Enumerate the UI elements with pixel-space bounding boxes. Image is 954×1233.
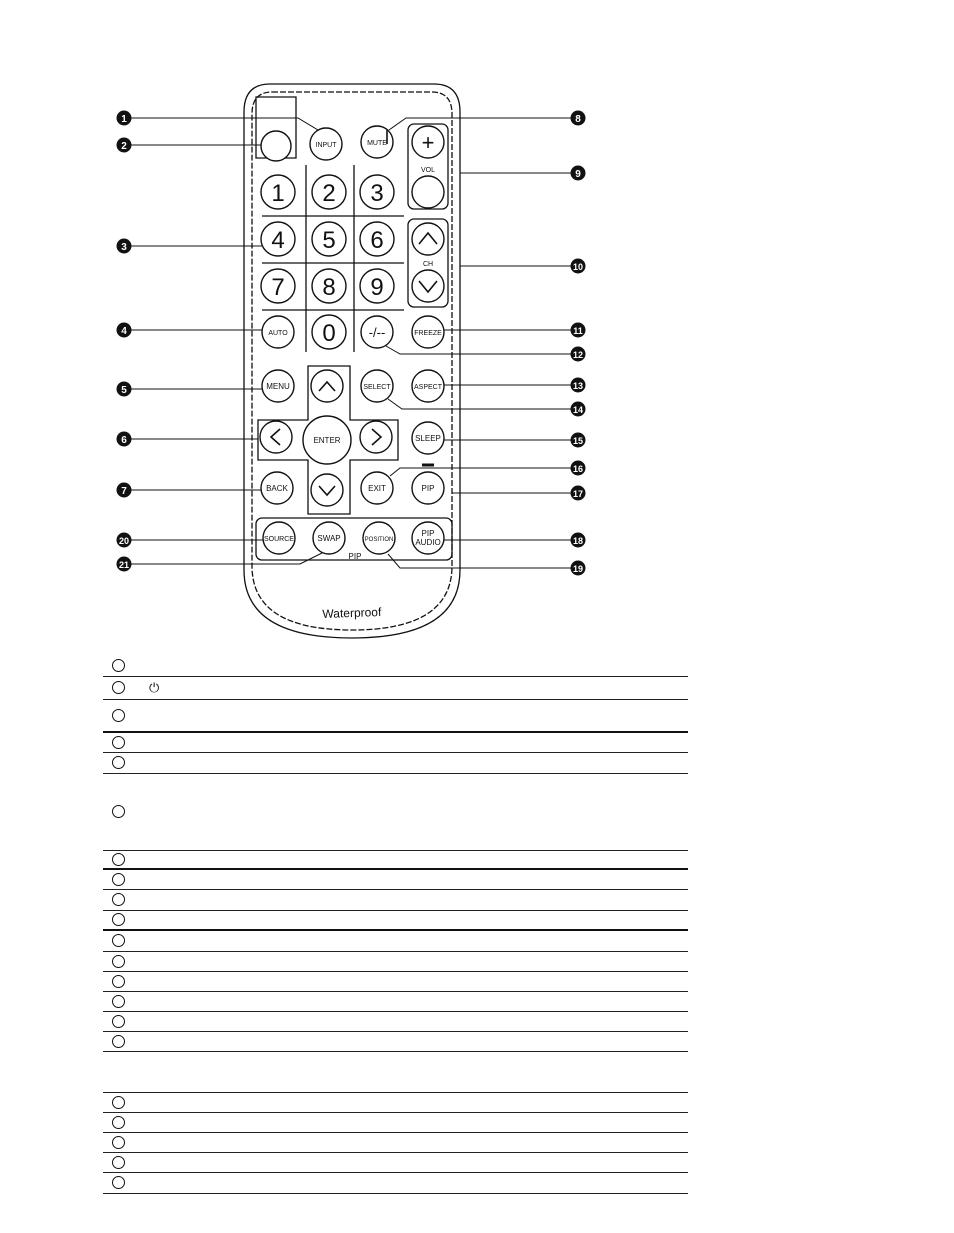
menu-label: MENU [266, 382, 290, 391]
row-circle-icon [112, 681, 125, 694]
callout-13 [571, 378, 586, 393]
svg-text:1: 1 [121, 114, 127, 125]
brand-logo-text: Waterproof [322, 604, 382, 622]
ch-down-button [412, 270, 444, 302]
table-row [103, 677, 688, 700]
leader-14 [388, 399, 578, 409]
auto-label: AUTO [268, 330, 288, 337]
svg-text:12: 12 [572, 350, 584, 360]
digit-7-label: 7 [271, 274, 285, 301]
callout-11 [571, 323, 586, 338]
svg-text:19: 19 [572, 564, 584, 574]
table-row [103, 1173, 688, 1194]
enter-label: ENTER [313, 436, 341, 445]
callouts-left [117, 111, 132, 572]
row-circle-icon [112, 934, 125, 947]
row-circle-icon [112, 756, 125, 769]
callout-16 [571, 461, 586, 476]
power-button [261, 131, 291, 161]
svg-text:17: 17 [572, 489, 584, 499]
vol-label: VOL [420, 167, 436, 174]
table-row [103, 700, 688, 733]
callout-15 [571, 433, 586, 448]
pip-group-label: PIP [348, 552, 362, 561]
table-row [103, 890, 688, 911]
row-circle-icon [112, 955, 125, 968]
row-circle-icon [112, 736, 125, 749]
dash-label: -/-- [368, 325, 386, 340]
mute-label: MUTE [367, 140, 387, 147]
row-circle-icon [112, 913, 125, 926]
sleep-label: SLEEP [415, 434, 441, 443]
callouts-right [571, 111, 586, 576]
row-circle-icon [112, 1116, 125, 1129]
table-row [103, 972, 688, 992]
svg-text:6: 6 [121, 435, 127, 446]
callout-14 [571, 402, 586, 417]
callout-5 [117, 382, 132, 397]
table-row [103, 851, 688, 870]
row-circle-icon [112, 805, 125, 818]
table-row [103, 870, 688, 890]
svg-text:7: 7 [121, 486, 127, 497]
digit-3-label: 3 [370, 180, 384, 207]
source-label: SOURCE [264, 536, 294, 543]
svg-text:8: 8 [575, 114, 581, 125]
leader-12 [386, 346, 578, 354]
svg-text:16: 16 [572, 464, 584, 474]
digit-6-label: 6 [370, 227, 384, 254]
svg-text:5: 5 [121, 385, 127, 396]
row-circle-icon [112, 995, 125, 1008]
table-row [103, 753, 688, 774]
callout-21 [117, 557, 132, 572]
table-row [103, 931, 688, 952]
row-circle-icon [112, 1096, 125, 1109]
callout-4 [117, 323, 132, 338]
row-circle-icon [112, 1015, 125, 1028]
table-row [103, 1113, 688, 1133]
svg-text:14: 14 [572, 405, 584, 415]
callout-1 [117, 111, 132, 126]
pip-label: PIP [421, 484, 435, 493]
row-circle-icon [112, 1176, 125, 1189]
digit-5-label: 5 [322, 227, 336, 254]
row-circle-icon [112, 893, 125, 906]
svg-text:3: 3 [121, 242, 127, 253]
table-row [103, 1153, 688, 1173]
table-row [103, 1032, 688, 1052]
input-label: INPUT [315, 142, 337, 149]
callout-18 [571, 533, 586, 548]
svg-text:2: 2 [121, 141, 127, 152]
svg-text:11: 11 [573, 326, 583, 336]
row-circle-icon [112, 853, 125, 866]
ch-up-button [412, 223, 444, 255]
digit-1-label: 1 [271, 180, 285, 207]
left-button [260, 421, 292, 453]
digit-8-label: 8 [322, 274, 336, 301]
aspect-label: ASPECT [413, 384, 443, 391]
pip-audio-label-line2: AUDIO [415, 538, 441, 547]
svg-text:15: 15 [572, 436, 584, 446]
callout-12 [571, 347, 586, 362]
row-circle-icon [112, 873, 125, 886]
table-row [103, 656, 688, 677]
callout-10 [571, 259, 586, 274]
ch-label: CH [422, 261, 434, 268]
row-circle-icon [112, 1156, 125, 1169]
leader-1 [124, 118, 318, 130]
power-icon: ⏻ [149, 680, 160, 695]
freeze-label: FREEZE [414, 330, 442, 337]
svg-text:18: 18 [572, 536, 584, 546]
vol-plus-label: + [421, 130, 435, 155]
svg-text:20: 20 [118, 536, 130, 546]
digit-0-label: 0 [322, 320, 336, 347]
digit-2-label: 2 [322, 180, 336, 207]
callout-17 [571, 486, 586, 501]
back-label: BACK [266, 484, 288, 493]
swap-label: SWAP [317, 534, 341, 543]
digit-9-label: 9 [370, 274, 384, 301]
callout-3 [117, 239, 132, 254]
down-button [311, 474, 343, 506]
callout-9 [571, 166, 586, 181]
row-circle-icon [112, 975, 125, 988]
table-row [103, 992, 688, 1012]
svg-text:10: 10 [572, 262, 584, 272]
row-circle-icon [112, 1035, 125, 1048]
callout-20 [117, 533, 132, 548]
callout-19 [571, 561, 586, 576]
leader-21 [124, 553, 322, 564]
row-circle-icon [112, 1136, 125, 1149]
digit-4-label: 4 [271, 227, 285, 254]
table-row [103, 733, 688, 753]
exit-label: EXIT [368, 484, 386, 493]
select-label: SELECT [363, 384, 391, 391]
table-row [103, 952, 688, 972]
position-label: POSITION [364, 537, 394, 543]
up-button [311, 370, 343, 402]
table-row [103, 774, 688, 851]
svg-text:9: 9 [575, 169, 581, 180]
table-row [103, 1093, 688, 1113]
row-circle-icon [112, 659, 125, 672]
svg-text:4: 4 [121, 326, 127, 337]
callout-8 [571, 111, 586, 126]
vol-minus-button [412, 176, 444, 208]
callout-6 [117, 432, 132, 447]
svg-text:21: 21 [118, 560, 130, 570]
callout-7 [117, 483, 132, 498]
table-row [103, 1052, 688, 1093]
table-row [103, 911, 688, 931]
table-row [103, 1133, 688, 1153]
right-button [360, 421, 392, 453]
pip-audio-label-line1: PIP [421, 529, 435, 538]
leader-19 [388, 554, 578, 568]
table-row [103, 1012, 688, 1032]
callout-2 [117, 138, 132, 153]
svg-text:13: 13 [572, 381, 584, 391]
row-circle-icon [112, 709, 125, 722]
